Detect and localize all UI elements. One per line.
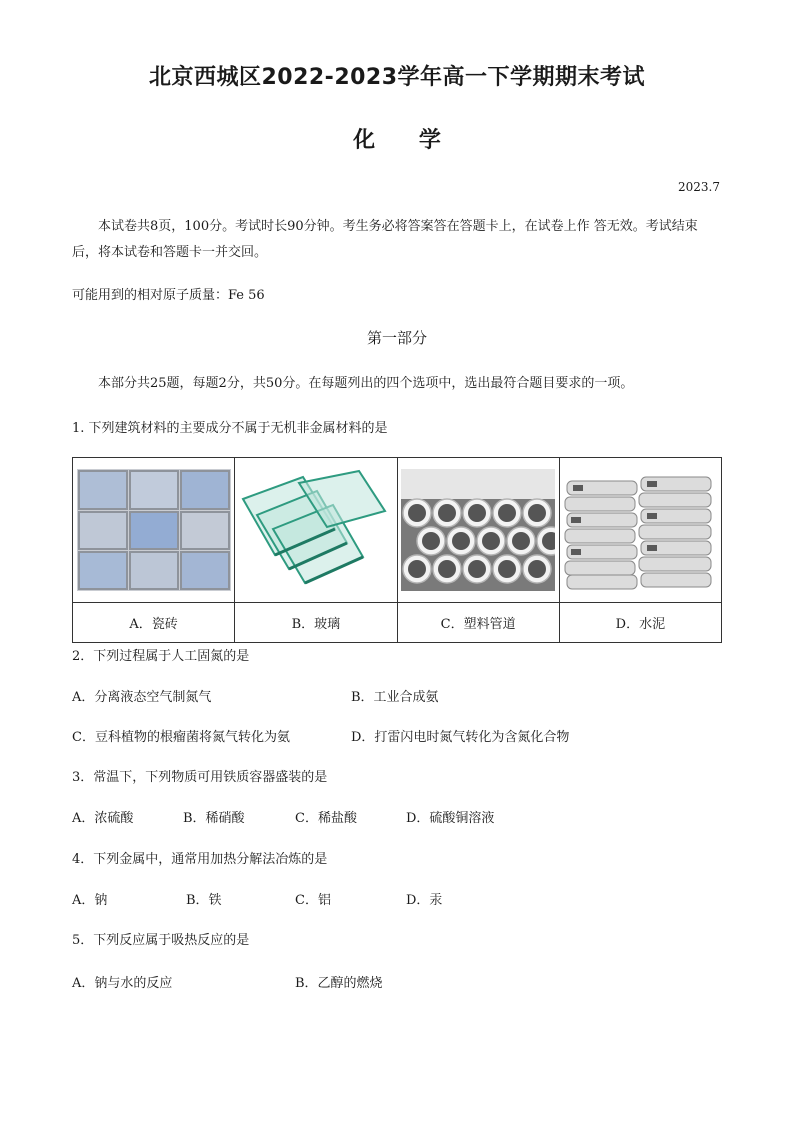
option-d-label: D．水泥	[559, 603, 721, 643]
question-4-stem: 4．下列金属中，通常用加热分解法冶炼的是	[72, 852, 328, 867]
atomic-mass-note: 可能用到的相对原子质量：Fe 56	[72, 288, 265, 303]
question-4-option-b: B．铁	[186, 893, 222, 908]
question-2-option-a: A．分离液态空气制氮气	[72, 690, 212, 705]
question-1-image-table	[72, 457, 722, 643]
question-3-option-b: B．稀硝酸	[183, 811, 245, 826]
question-3-option-c: C．稀盐酸	[295, 811, 357, 826]
question-3-stem: 3．常温下，下列物质可用铁质容器盛装的是	[72, 770, 328, 785]
option-b-image-cell	[235, 458, 397, 603]
question-3-option-d: D．硫酸铜溶液	[406, 811, 495, 826]
question-4-option-d: D．汞	[406, 893, 443, 908]
option-a-label: A．瓷砖	[73, 603, 235, 643]
option-d-image-cell	[559, 458, 721, 603]
question-2-option-d: D．打雷闪电时氮气转化为含氮化合物	[351, 730, 570, 745]
pipe-icon	[401, 469, 555, 591]
option-b-label: B．玻璃	[235, 603, 397, 643]
question-4-option-c: C．铝	[295, 893, 331, 908]
option-c-image-cell	[397, 458, 559, 603]
exam-title: 北京西城区2022-2023学年高一下学期期末考试	[148, 65, 646, 90]
question-3-option-a: A．浓硫酸	[72, 811, 134, 826]
glass-icon	[239, 469, 393, 591]
question-1-stem: 1. 下列建筑材料的主要成分不属于无机非金属材料的是	[72, 421, 388, 436]
question-2-option-c: C．豆科植物的根瘤菌将氮气转化为氨	[72, 730, 290, 745]
question-2-stem: 2．下列过程属于人工固氮的是	[72, 649, 250, 664]
question-4-option-a: A．钠	[72, 893, 108, 908]
option-a-image-cell	[73, 458, 235, 603]
question-2-option-b: B．工业合成氨	[351, 690, 439, 705]
instructions: 本试卷共8页，100分。考试时长90分钟。考生务必将答案答在答题卡上，在试卷上作 答无效。考试结束后，将本试卷和答题卡一并交回。	[72, 219, 698, 260]
section-title: 第一部分	[366, 329, 427, 347]
section-instructions: 本部分共25题，每题2分，共50分。在每题列出的四个选项中，选出最符合题目要求的一项。	[98, 376, 634, 391]
subject-title: 化 学	[353, 128, 441, 153]
question-5-option-b: B．乙醇的燃烧	[295, 976, 383, 991]
question-5-option-a: A．钠与水的反应	[72, 976, 173, 991]
exam-date: 2023.7	[678, 180, 720, 194]
option-c-label: C．塑料管道	[397, 603, 559, 643]
question-5-stem: 5．下列反应属于吸热反应的是	[72, 933, 250, 948]
cement-bag-icon	[563, 469, 717, 591]
tile-icon	[77, 469, 231, 591]
